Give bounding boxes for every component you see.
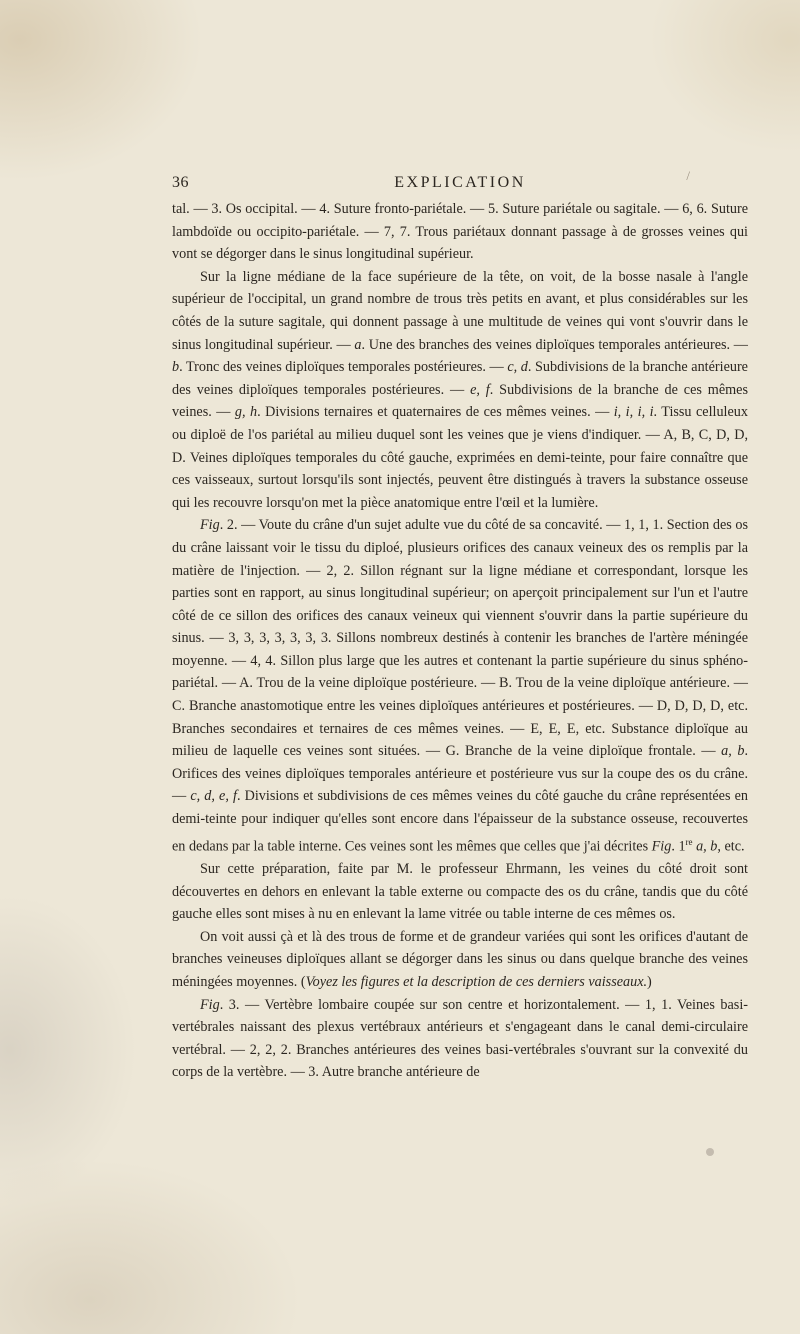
body-text bbox=[172, 198, 748, 1084]
text-segment: Sur cette préparation, faite par M. le professeur Ehrmann, les veines du côté droit sont découvertes en dehors en enlevant la table externe ou compacte des os du crâne, tandis que du côté gauche elles sont mises à nu en enlevant la lame vitrée ou table interne de ces mêmes os. bbox=[172, 860, 748, 923]
paragraph bbox=[172, 266, 748, 515]
paragraph bbox=[172, 858, 748, 926]
italic-text: Fig bbox=[200, 996, 220, 1013]
text-segment: . Divisions ternaires et quaternaires de ces mêmes veines. — bbox=[257, 404, 614, 421]
running-title: EXPLICATION bbox=[394, 174, 526, 191]
italic-text: b bbox=[172, 359, 180, 376]
paragraph bbox=[172, 514, 748, 858]
italic-text: a bbox=[354, 336, 362, 353]
italic-text: a, b bbox=[721, 743, 745, 760]
italic-text: e, f bbox=[470, 381, 490, 398]
text-segment: ) bbox=[647, 973, 652, 990]
text-segment: On voit aussi çà et là des trous de forme et de grandeur variées qui sont les orifices d'autant de branches veineuses diploïques allant se dégorger dans les sinus ou dans quelque branche des veines méningées moyennes. ( bbox=[172, 928, 748, 990]
italic-text: i, i, i, i bbox=[613, 404, 654, 421]
italic-text: Fig bbox=[200, 517, 220, 534]
text-segment: . Subdivisions de la branche antérieure des veines diploïques temporales postérieures. — bbox=[172, 359, 748, 398]
text-segment: . Subdivisions de la branche de ces mêmes veines. — bbox=[172, 381, 748, 421]
italic-text: c, d bbox=[507, 359, 528, 376]
italic-text: a, b bbox=[696, 838, 718, 855]
text-segment: . Divisions et subdivisions de ces mêmes veines du côté gauche du crâne représentées en demi-teinte pour indiquer qu'elles sont encore dans l'épaisseur de la substance osseuse, recouvertes en dedans par la table interne. Ces veines sont les mêmes que celles que j'ai décrites bbox=[172, 788, 749, 855]
paragraph bbox=[172, 926, 748, 994]
text-segment: . Tronc des veines diploïques temporales postérieures. — bbox=[179, 359, 508, 376]
italic-text: Voyez les figures et la description de ces derniers vaisseaux. bbox=[305, 973, 648, 990]
page-header bbox=[172, 168, 748, 194]
paragraph bbox=[172, 994, 748, 1084]
text-segment: , etc. bbox=[717, 838, 745, 855]
page-number: 36 bbox=[172, 174, 189, 191]
text-segment: re bbox=[685, 836, 693, 847]
italic-text: c, d, e, f bbox=[190, 788, 237, 805]
text-segment: . 3. — Vertèbre lombaire coupée sur son centre et horizontalement. — 1, 1. Veines basi-vertébrales naissant des plexus vertébraux antérieurs et s'engageant dans le canal demi-circulaire vertébral. — 2, 2, 2. Branches antérieures des veines basi-vertébrales s'ouvrant sur la convexité du corps de la vertèbre. — 3. Autre branche antérieure de bbox=[172, 996, 748, 1081]
pencil-mark: / bbox=[686, 168, 690, 183]
text-segment: . Tissu celluleux ou diploë de l'os pariétal au milieu duquel sont les veines que je viens d'indiquer. — A, B, C, D, D, D. Veines diploïques temporales du côté gauche, exprimées en demi-teinte, pour faire connaître que ces vaisseaux, surtout lorsqu'ils sont injectés, peuvent être distingués à travers la substance osseuse qui les recouvre lorsqu'on met la pièce anatomique entre l'œil et la lumière. bbox=[172, 404, 748, 511]
italic-text: Fig bbox=[651, 838, 672, 855]
text-segment: tal. — 3. Os occipital. — 4. Suture fronto-pariétale. — 5. Suture pariétale ou sagitale. — 6, 6. Suture lambdoïde ou occipito-pariétale. — 7, 7. Trous pariétaux donnant passage à de grosses veines qui vont se dégorger dans le sinus longitudinal supérieur. bbox=[172, 201, 748, 263]
ink-blot bbox=[706, 1148, 714, 1156]
text-segment: . 2. — Voute du crâne d'un sujet adulte vue du côté de sa concavité. — 1, 1, 1. Section des os du crâne laissant voir le tissu du diploé, plusieurs orifices des canaux veineux des os remplis par la matière de l'injection. — 2, 2. Sillon régnant sur la ligne médiane et correspondant, lorsque les parties sont en rapport, au sinus longitudinal supérieur; on aperçoit principalement sur l'un et l'autre côté de ce sillon des orifices des canaux veineux qui viennent s'ouvrir dans la partie supérieure du sinus. — 3, 3, 3, 3, 3, 3, 3. Sillons nombreux destinés à contenir les branches de l'artère méningée moyenne. — 4, 4. Sillon plus large que les autres et contenant la partie supérieure du sinus sphéno-pariétal. — A. Trou de la veine diploïque postérieure. — B. Trou de la veine diploïque antérieure. — C. Branche anastomotique entre les veines diploïques antérieures et postérieures. — D, D, D, D, etc. Branches secondaires et ternaires de ces mêmes veines. — E, E, E, etc. Substance diploïque au milieu de laquelle ces veines sont situées. — G. Branche de la veine diploïque frontale. — bbox=[172, 517, 748, 760]
text-segment: . 1 bbox=[671, 838, 686, 855]
text-segment: . Orifices des veines diploïques temporales antérieure et postérieure vus sur la coupe des os du crâne. — bbox=[172, 743, 748, 805]
text-segment: . Une des branches des veines diploïques temporales antérieures. — bbox=[361, 336, 748, 353]
paragraph bbox=[172, 198, 748, 266]
italic-text: g, h bbox=[234, 404, 258, 421]
text-segment: Sur la ligne médiane de la face supérieure de la tête, on voit, de la bosse nasale à l'angle supérieur de l'occipital, un grand nombre de trous très petits en avant, et plus considérables sur les côtés de la suture sagitale, qui donnent passage à une multitude de veines qui vont s'ouvrir dans le sinus longitudinal supérieur. — bbox=[172, 268, 748, 353]
